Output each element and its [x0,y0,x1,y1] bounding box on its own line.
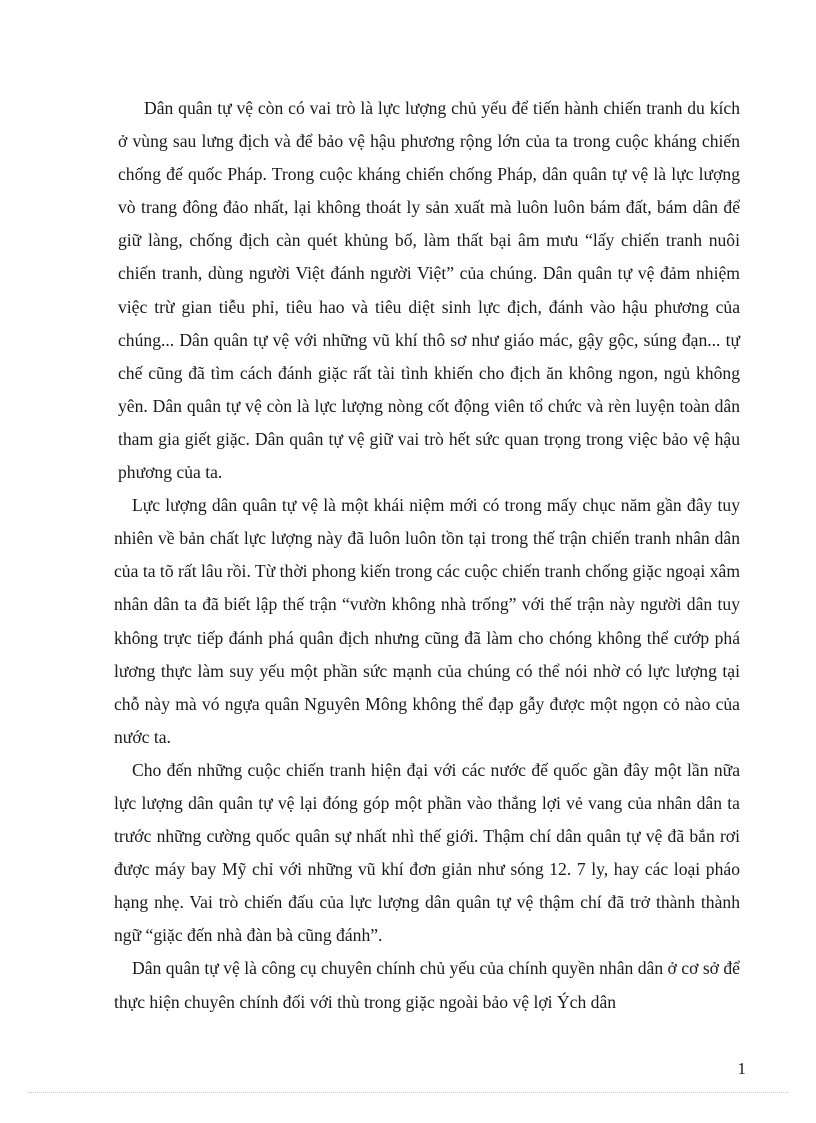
paragraph-2: Lực lượng dân quân tự vệ là một khái niệm mới có trong mấy chục năm gần đây tuy nhiên về bản chất lực lượng này đã luôn luôn tồn tại trong thế trận chiến tranh nhân dân của ta tõ rất lâu rồi. Từ thời phong kiến trong các cuộc chiến tranh chống giặc ngoại xâm nhân dân ta đã biết lập thế trận “vườn không nhà trống” với thế trận này người dân tuy không trực tiếp đánh phá quân địch nhưng cũng đã làm cho chóng không thể cướp phá lương thực làm suy yếu một phần sức mạnh của chúng có thể nói nhờ có lực lượng tại chỗ này mà vó ngựa quân Nguyên Mông không thể đạp gẫy được một ngọn cỏ nào của nước ta. [114,495,740,747]
paragraph-1: Dân quân tự vệ còn có vai trò là lực lượng chủ yếu để tiến hành chiến tranh du kích ở vùng sau lưng địch và để bảo vệ hậu phương rộng lớn của ta trong cuộc kháng chiến chống đế quốc Pháp. Trong cuộc kháng chiến chống Pháp, dân quân tự vệ là lực lượng vò trang đông đảo nhất, lại không thoát ly sản xuất mà luôn luôn bám đất, bám dân để giữ làng, chống địch càn quét khủng bố, làm thất bại âm mưu “lấy chiến tranh nuôi chiến tranh, dùng người Việt đánh người Việt” của chúng. Dân quân tự vệ đảm nhiệm việc trừ gian tiễu phỉ, tiêu hao và tiêu diệt sinh lực địch, đánh vào hậu phương của chúng... Dân quân tự vệ với những vũ khí thô sơ như giáo mác, gậy gộc, súng đạn... tự chế cũng đã tìm cách đánh giặc rất tài tình khiến cho địch ăn không ngon, ngủ không yên. Dân quân tự vệ còn là lực lượng nòng cốt động viên tổ chức và rèn luyện toàn dân tham gia giết giặc. Dân quân tự vệ giữ vai trò hết sức quan trọng trong việc bảo vệ hậu phương của ta. [118,98,740,483]
paragraph-3: Cho đến những cuộc chiến tranh hiện đại với các nước đế quốc gần đây một lần nữa lực lượng dân quân tự vệ lại đóng góp một phần vào thắng lợi vẻ vang của nhân dân ta trước những cường quốc quân sự nhất nhì thế giới. Thậm chí dân quân tự vệ đã bắn rơi được máy bay Mỹ chỉ với những vũ khí đơn giản như sóng 12. 7 ly, hay các loại pháo hạng nhẹ. Vai trò chiến đấu của lực lượng dân quân tự vệ thậm chí đã trở thành thành ngữ “giặc đến nhà đàn bà cũng đánh”. [114,759,740,946]
page-number: 1 [737,1059,746,1078]
paragraph-4: Dân quân tự vệ là công cụ chuyên chính chủ yếu của chính quyền nhân dân ở cơ sở để thực hiện chuyên chính đối với thù trong giặc ngoài bảo vệ lợi Ých dân [114,958,740,1012]
document-body [114,92,740,1019]
page-footer-divider [28,1092,788,1093]
